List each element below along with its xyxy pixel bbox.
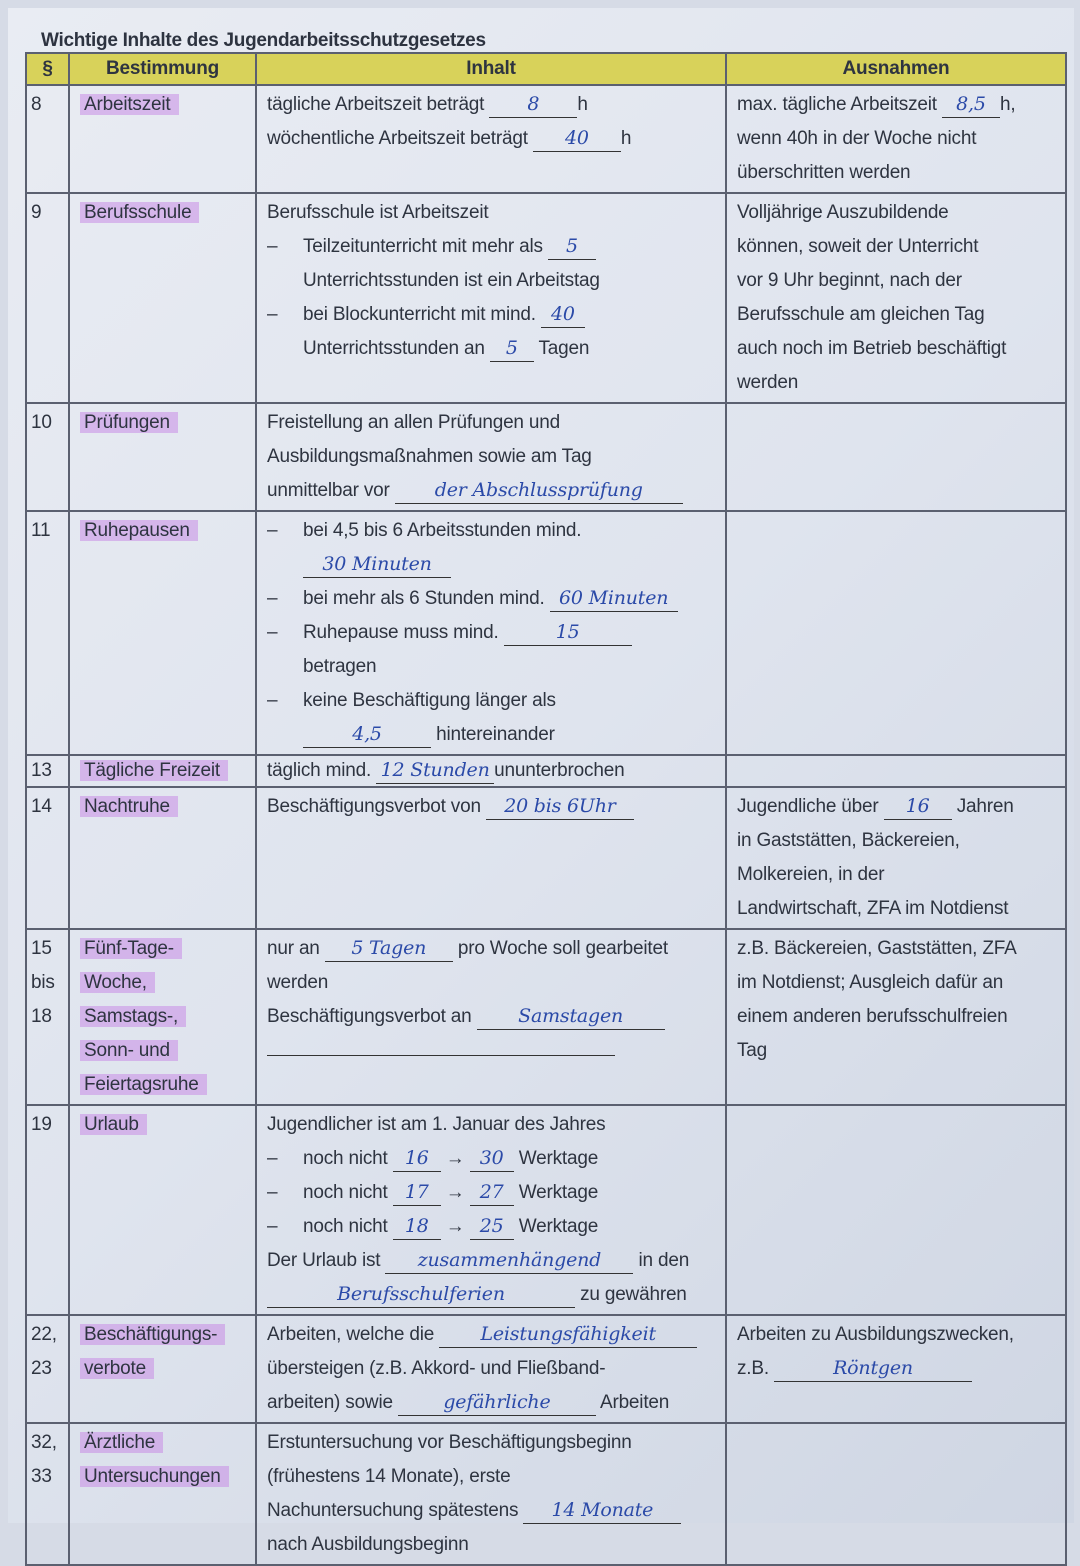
table-row bbox=[26, 403, 1066, 511]
printed-text: Molkereien, in der bbox=[737, 864, 885, 885]
paragraph-number: 22, 23 bbox=[26, 1315, 69, 1423]
printed-text: können, soweit der Unterricht bbox=[737, 236, 979, 257]
printed-text: z.B. Bäckereien, Gaststätten, ZFA bbox=[737, 938, 1017, 959]
ausnahmen-cell bbox=[726, 1315, 1066, 1423]
bestimmung-cell bbox=[69, 193, 256, 403]
text-line bbox=[267, 1176, 715, 1210]
table-row bbox=[26, 1423, 1066, 1565]
table-row bbox=[26, 1315, 1066, 1423]
printed-text: übersteigen (z.B. Akkord- und Fließband- bbox=[267, 1358, 606, 1379]
text-line bbox=[737, 966, 1055, 1000]
ausnahmen-cell bbox=[726, 1423, 1066, 1565]
text-line bbox=[267, 932, 715, 966]
inhalt-cell bbox=[256, 193, 726, 403]
printed-text: (frühestens 14 Monate), erste bbox=[267, 1466, 511, 1487]
text-line bbox=[737, 858, 1055, 892]
printed-text: nur an bbox=[267, 938, 325, 959]
printed-text: keine Beschäftigung länger als bbox=[303, 690, 556, 711]
text-line bbox=[267, 514, 715, 548]
printed-text: → bbox=[440, 1148, 470, 1169]
text-line bbox=[267, 440, 715, 474]
law-table bbox=[25, 52, 1067, 1566]
printed-text: Werktage bbox=[513, 1182, 599, 1203]
text-line bbox=[267, 264, 715, 298]
text-line bbox=[267, 1142, 715, 1176]
printed-text: wöchentliche Arbeitszeit beträgt bbox=[267, 128, 533, 149]
ausnahmen-cell bbox=[726, 1105, 1066, 1315]
text-line bbox=[267, 1460, 715, 1494]
handwritten-answer: 60 Minuten bbox=[550, 585, 678, 612]
printed-text: zu gewähren bbox=[575, 1284, 687, 1305]
text-line bbox=[267, 1494, 715, 1528]
handwritten-answer: 30 Minuten bbox=[303, 551, 451, 578]
text-line bbox=[267, 650, 715, 684]
text-line bbox=[267, 298, 715, 332]
paragraph-number: 8 bbox=[26, 85, 69, 193]
handwritten-answer: 4,5 bbox=[303, 721, 431, 748]
printed-text: Arbeiten, welche die bbox=[267, 1324, 440, 1345]
handwritten-answer bbox=[267, 1055, 615, 1056]
handwritten-answer: 40 bbox=[533, 125, 621, 152]
printed-text: h bbox=[577, 94, 588, 115]
text-line bbox=[737, 88, 1055, 122]
bestimmung-cell bbox=[69, 85, 256, 193]
printed-text: Tagen bbox=[533, 338, 590, 359]
printed-text: arbeiten) sowie bbox=[267, 1392, 398, 1413]
text-line bbox=[267, 718, 715, 752]
text-line bbox=[267, 1352, 715, 1386]
bestimmung-cell bbox=[69, 787, 256, 929]
text-line bbox=[267, 1108, 715, 1142]
handwritten-answer: Berufsschulferien bbox=[267, 1281, 575, 1308]
handwritten-answer: 12 Stunden bbox=[376, 757, 494, 784]
printed-text: noch nicht bbox=[303, 1148, 393, 1169]
handwritten-answer: 30 bbox=[470, 1145, 514, 1172]
highlighted-term: Urlaub bbox=[80, 1114, 147, 1135]
table-row bbox=[26, 511, 1066, 755]
bestimmung-cell bbox=[69, 1105, 256, 1315]
text-line bbox=[267, 616, 715, 650]
handwritten-answer: 15 bbox=[504, 619, 632, 646]
header-paragraph: § bbox=[26, 53, 69, 85]
table-row bbox=[26, 787, 1066, 929]
text-line bbox=[267, 474, 715, 508]
printed-text: Jugendlicher ist am 1. Januar des Jahres bbox=[267, 1114, 606, 1135]
text-line bbox=[267, 122, 715, 156]
text-line bbox=[737, 1352, 1055, 1386]
document-title: Wichtige Inhalte des Jugendarbeitsschutzgesetzes bbox=[41, 30, 486, 51]
inhalt-cell bbox=[256, 787, 726, 929]
highlighted-term: Fünf-Tage- Woche, Samstags-, Sonn- und Feiertagsruhe bbox=[80, 938, 207, 1095]
printed-text: vor 9 Uhr beginnt, nach der bbox=[737, 270, 962, 291]
table-row bbox=[26, 85, 1066, 193]
paragraph-number: 15 bis 18 bbox=[26, 929, 69, 1105]
printed-text: im Notdienst; Ausgleich dafür an bbox=[737, 972, 1004, 993]
printed-text: h, bbox=[999, 94, 1016, 115]
bestimmung-cell bbox=[69, 403, 256, 511]
highlighted-term: Beschäftigungs- verbote bbox=[80, 1324, 225, 1379]
printed-text: h bbox=[620, 128, 632, 149]
paragraph-number: 9 bbox=[26, 193, 69, 403]
printed-text: Jugendliche über bbox=[737, 796, 884, 817]
printed-text: Ausbildungsmaßnahmen sowie am Tag bbox=[267, 446, 592, 467]
paragraph-number: 10 bbox=[26, 403, 69, 511]
printed-text: überschritten werden bbox=[737, 162, 911, 183]
text-line bbox=[267, 1426, 715, 1460]
handwritten-answer: 27 bbox=[470, 1179, 514, 1206]
printed-text: nach Ausbildungsbeginn bbox=[267, 1534, 469, 1555]
text-line bbox=[267, 1278, 715, 1312]
printed-text: einem anderen berufsschulfreien bbox=[737, 1006, 1008, 1027]
printed-text: → bbox=[440, 1182, 470, 1203]
text-line bbox=[737, 824, 1055, 858]
ausnahmen-cell bbox=[726, 403, 1066, 511]
ausnahmen-cell bbox=[726, 193, 1066, 403]
inhalt-cell bbox=[256, 511, 726, 755]
highlighted-term: Prüfungen bbox=[80, 412, 178, 433]
printed-text: Beschäftigungsverbot von bbox=[267, 796, 486, 817]
printed-text: Landwirtschaft, ZFA im Notdienst bbox=[737, 898, 1009, 919]
text-line bbox=[267, 548, 715, 582]
text-line bbox=[737, 366, 1055, 400]
text-line bbox=[737, 122, 1055, 156]
highlighted-term: Ruhepausen bbox=[80, 520, 198, 541]
text-line bbox=[737, 932, 1055, 966]
handwritten-answer: zusammenhängend bbox=[385, 1247, 633, 1274]
inhalt-cell bbox=[256, 929, 726, 1105]
text-line bbox=[737, 298, 1055, 332]
printed-text: Unterrichtsstunden an bbox=[303, 338, 490, 359]
text-line bbox=[267, 1034, 715, 1068]
printed-text: pro Woche soll gearbeitet bbox=[452, 938, 668, 959]
printed-text: z.B. bbox=[737, 1358, 775, 1379]
printed-text: ununterbrochen bbox=[494, 760, 625, 781]
highlighted-term: Nachtruhe bbox=[80, 796, 178, 817]
inhalt-cell bbox=[256, 403, 726, 511]
handwritten-answer: Leistungsfähigkeit bbox=[439, 1321, 697, 1348]
printed-text: Der Urlaub ist bbox=[267, 1250, 386, 1271]
printed-text: bei mehr als 6 Stunden mind. bbox=[303, 588, 550, 609]
highlighted-term: Arbeitszeit bbox=[80, 94, 179, 115]
inhalt-cell bbox=[256, 1315, 726, 1423]
table-row bbox=[26, 755, 1066, 787]
text-line bbox=[737, 264, 1055, 298]
paragraph-number: 11 bbox=[26, 511, 69, 755]
printed-text: unmittelbar vor bbox=[267, 480, 395, 501]
handwritten-answer: 17 bbox=[393, 1179, 441, 1206]
handwritten-answer: 16 bbox=[393, 1145, 441, 1172]
printed-text: max. tägliche Arbeitszeit bbox=[737, 94, 942, 115]
printed-text: Teilzeitunterricht mit mehr als bbox=[303, 236, 548, 257]
table-header-row bbox=[26, 53, 1066, 85]
printed-text: Arbeiten bbox=[595, 1392, 670, 1413]
text-line bbox=[737, 1034, 1055, 1068]
ausnahmen-cell bbox=[726, 929, 1066, 1105]
text-line bbox=[267, 790, 715, 824]
handwritten-answer: Samstagen bbox=[477, 1003, 665, 1030]
highlighted-term: Tägliche Freizeit bbox=[80, 760, 228, 781]
handwritten-answer: 5 bbox=[548, 233, 596, 260]
bestimmung-cell bbox=[69, 755, 256, 787]
printed-text: tägliche Arbeitszeit beträgt bbox=[267, 94, 490, 115]
bestimmung-cell bbox=[69, 929, 256, 1105]
text-line bbox=[267, 1244, 715, 1278]
printed-text: in den bbox=[633, 1250, 690, 1271]
text-line bbox=[737, 790, 1055, 824]
printed-text: noch nicht bbox=[303, 1182, 393, 1203]
text-line bbox=[267, 1318, 715, 1352]
printed-text: Berufsschule am gleichen Tag bbox=[737, 304, 985, 325]
text-line bbox=[737, 230, 1055, 264]
paragraph-number: 13 bbox=[26, 755, 69, 787]
table-row bbox=[26, 929, 1066, 1105]
printed-text: hintereinander bbox=[431, 724, 555, 745]
handwritten-answer: 18 bbox=[393, 1213, 441, 1240]
printed-text: werden bbox=[737, 372, 799, 393]
text-line bbox=[267, 1210, 715, 1244]
printed-text: Ruhepause muss mind. bbox=[303, 622, 504, 643]
header-inhalt: Inhalt bbox=[256, 53, 726, 85]
printed-text: wenn 40h in der Woche nicht bbox=[737, 128, 977, 149]
text-line bbox=[267, 582, 715, 616]
header-ausnahmen: Ausnahmen bbox=[726, 53, 1066, 85]
text-line bbox=[737, 196, 1055, 230]
printed-text: betragen bbox=[303, 656, 377, 677]
header-bestimmung: Bestimmung bbox=[69, 53, 256, 85]
printed-text: Erstuntersuchung vor Beschäftigungsbeginn bbox=[267, 1432, 632, 1453]
handwritten-answer: 8 bbox=[489, 91, 577, 118]
printed-text: werden bbox=[267, 972, 329, 993]
ausnahmen-cell bbox=[726, 787, 1066, 929]
inhalt-cell bbox=[256, 755, 726, 787]
text-line bbox=[737, 332, 1055, 366]
text-line bbox=[267, 966, 715, 1000]
text-line bbox=[737, 156, 1055, 190]
highlighted-term: Ärztliche Untersuchungen bbox=[80, 1432, 229, 1487]
text-line bbox=[267, 88, 715, 122]
handwritten-answer: 5 Tagen bbox=[325, 935, 453, 962]
printed-text: Jahren bbox=[951, 796, 1014, 817]
text-line bbox=[737, 1318, 1055, 1352]
printed-text: auch noch im Betrieb beschäftigt bbox=[737, 338, 1007, 359]
printed-text: → bbox=[440, 1216, 470, 1237]
inhalt-cell bbox=[256, 1105, 726, 1315]
highlighted-term: Berufsschule bbox=[80, 202, 199, 223]
text-line bbox=[267, 1000, 715, 1034]
printed-text: noch nicht bbox=[303, 1216, 393, 1237]
handwritten-answer: 40 bbox=[541, 301, 585, 328]
table-row bbox=[26, 1105, 1066, 1315]
inhalt-cell bbox=[256, 85, 726, 193]
table-row bbox=[26, 193, 1066, 403]
text-line bbox=[737, 1000, 1055, 1034]
handwritten-answer: Röntgen bbox=[774, 1355, 972, 1382]
printed-text: Werktage bbox=[513, 1216, 599, 1237]
paragraph-number: 14 bbox=[26, 787, 69, 929]
handwritten-answer: gefährliche bbox=[398, 1389, 596, 1416]
printed-text: Tag bbox=[737, 1040, 768, 1061]
handwritten-answer: 14 Monate bbox=[523, 1497, 681, 1524]
printed-text: bei Blockunterricht mit mind. bbox=[303, 304, 541, 325]
printed-text: Arbeiten zu Ausbildungszwecken, bbox=[737, 1324, 1014, 1345]
text-line bbox=[267, 757, 715, 785]
printed-text: Beschäftigungsverbot an bbox=[267, 1006, 477, 1027]
bestimmung-cell bbox=[69, 1423, 256, 1565]
printed-text: Berufsschule ist Arbeitszeit bbox=[267, 202, 489, 223]
printed-text: Werktage bbox=[513, 1148, 599, 1169]
handwritten-answer: 20 bis 6Uhr bbox=[486, 793, 634, 820]
text-line bbox=[737, 892, 1055, 926]
bestimmung-cell bbox=[69, 511, 256, 755]
text-line bbox=[267, 196, 715, 230]
text-line bbox=[267, 684, 715, 718]
handwritten-answer: 8,5 bbox=[942, 91, 1000, 118]
paragraph-number: 32, 33 bbox=[26, 1423, 69, 1565]
text-line bbox=[267, 406, 715, 440]
text-line bbox=[267, 230, 715, 264]
printed-text: Unterrichtsstunden ist ein Arbeitstag bbox=[303, 270, 600, 291]
paragraph-number: 19 bbox=[26, 1105, 69, 1315]
text-line bbox=[267, 1528, 715, 1562]
handwritten-answer: der Abschlussprüfung bbox=[395, 477, 683, 504]
printed-text: Volljährige Auszubildende bbox=[737, 202, 949, 223]
printed-text: Freistellung an allen Prüfungen und bbox=[267, 412, 560, 433]
printed-text: in Gaststätten, Bäckereien, bbox=[737, 830, 960, 851]
ausnahmen-cell bbox=[726, 511, 1066, 755]
printed-text: Nachuntersuchung spätestens bbox=[267, 1500, 524, 1521]
inhalt-cell bbox=[256, 1423, 726, 1565]
handwritten-answer: 25 bbox=[470, 1213, 514, 1240]
printed-text: täglich mind. bbox=[267, 760, 377, 781]
handwritten-answer: 5 bbox=[490, 335, 534, 362]
printed-text: bei 4,5 bis 6 Arbeitsstunden mind. bbox=[303, 520, 582, 541]
text-line bbox=[267, 332, 715, 366]
ausnahmen-cell bbox=[726, 85, 1066, 193]
handwritten-answer: 16 bbox=[884, 793, 952, 820]
text-line bbox=[267, 1386, 715, 1420]
bestimmung-cell bbox=[69, 1315, 256, 1423]
ausnahmen-cell bbox=[726, 755, 1066, 787]
